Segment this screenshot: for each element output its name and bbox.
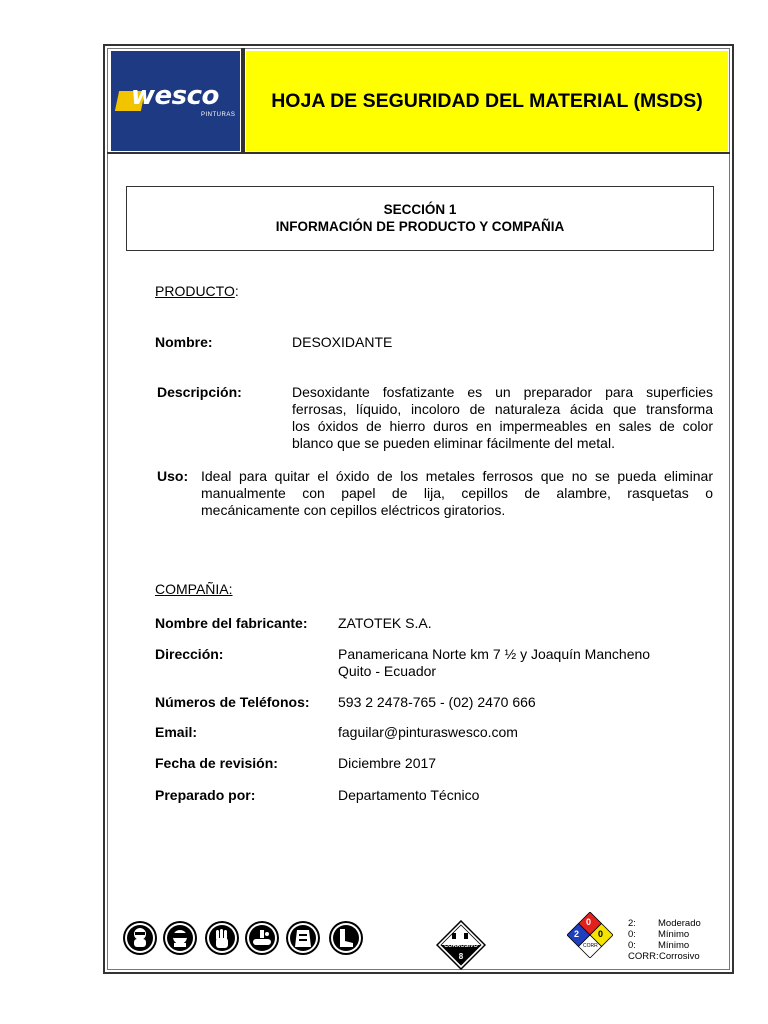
nfpa-flammability: 0	[586, 917, 592, 927]
uso-text	[201, 468, 713, 519]
descripcion-line: Desoxidante fosfatizante es un preparador para superficies	[292, 384, 713, 400]
fabricante-label: Nombre del fabricante:	[155, 615, 308, 631]
nfpa-health: 2	[574, 929, 580, 939]
legend-code: 0:	[628, 929, 636, 940]
hand-wash-icon	[245, 921, 279, 955]
telefonos-value: 593 2 2478-765 - (02) 2470 666	[338, 694, 536, 710]
fecha-value: Diciembre 2017	[338, 755, 437, 771]
uso-line: mecánicamente con cepillos eléctricos giratorios.	[201, 502, 506, 518]
section-header	[126, 186, 714, 251]
producto-heading-colon: :	[234, 283, 239, 299]
face-mask-icon	[123, 921, 157, 955]
uso-line: manualmente con papel de lija, cepillos de alambre, rasquetas o	[201, 485, 713, 501]
compania-heading: COMPAÑIA:	[155, 581, 233, 597]
email-value: faguilar@pinturaswesco.com	[338, 724, 518, 740]
header-divider	[241, 48, 245, 152]
corrosive-class: 8	[458, 952, 464, 961]
preparado-label: Preparado por:	[155, 787, 256, 803]
corrosive-label: CORROSIVO	[444, 943, 478, 949]
legend-text: Mínimo	[658, 940, 690, 951]
page-title: HOJA DE SEGURIDAD DEL MATERIAL (MSDS)	[271, 89, 703, 112]
descripcion-line: ferrosas, líquido, incoloro de naturaleza ácida que transforma	[292, 401, 713, 417]
section-number: SECCIÓN 1	[383, 202, 457, 217]
descripcion-line: los óxidos de hierro duros en impermeables en sales de color	[292, 418, 713, 434]
direccion-label: Dirección:	[155, 646, 224, 662]
nombre-label: Nombre:	[155, 334, 213, 350]
direccion-line-1: Panamericana Norte km 7 ½ y Joaquín Mancheno	[338, 646, 651, 662]
section-title: INFORMACIÓN DE PRODUCTO Y COMPAÑIA	[275, 219, 565, 234]
nfpa-diamond-icon	[567, 912, 613, 958]
email-label: Email:	[155, 724, 198, 740]
descripcion-label: Descripción:	[157, 384, 242, 400]
gloves-icon	[205, 921, 239, 955]
title-banner	[246, 51, 728, 151]
logo-text: wesco	[131, 81, 219, 111]
goggles-icon	[163, 921, 197, 955]
nombre-value: DESOXIDANTE	[292, 334, 393, 350]
boots-icon	[329, 921, 363, 955]
logo-subtext: PINTURAS	[201, 112, 236, 118]
direccion-line-2: Quito - Ecuador	[338, 663, 437, 679]
apron-icon	[286, 921, 320, 955]
fabricante-value: ZATOTEK S.A.	[338, 615, 432, 631]
preparado-value: Departamento Técnico	[338, 787, 480, 803]
telefonos-label: Números de Teléfonos:	[155, 694, 310, 710]
producto-heading: PRODUCTO	[155, 283, 235, 299]
corrosive-hazard-icon	[436, 920, 486, 970]
nfpa-reactivity: 0	[598, 929, 604, 939]
nfpa-special: CORR	[583, 943, 598, 949]
producto-heading-wrap	[155, 283, 239, 299]
legend-code: CORR:	[628, 951, 659, 962]
uso-label: Uso:	[157, 468, 189, 484]
wesco-logo	[111, 51, 240, 151]
legend-text: Mínimo	[658, 929, 690, 940]
legend-code: 0:	[628, 940, 636, 951]
uso-line: Ideal para quitar el óxido de los metales ferrosos que no se pueda eliminar	[201, 468, 713, 484]
legend-text: Moderado	[658, 918, 701, 929]
legend-code: 2:	[628, 918, 636, 929]
legend-text: Corrosivo	[659, 951, 700, 962]
fecha-label: Fecha de revisión:	[155, 755, 278, 771]
descripcion-line: blanco que se pueden eliminar fácilmente del metal.	[292, 435, 615, 451]
descripcion-text	[292, 384, 713, 452]
